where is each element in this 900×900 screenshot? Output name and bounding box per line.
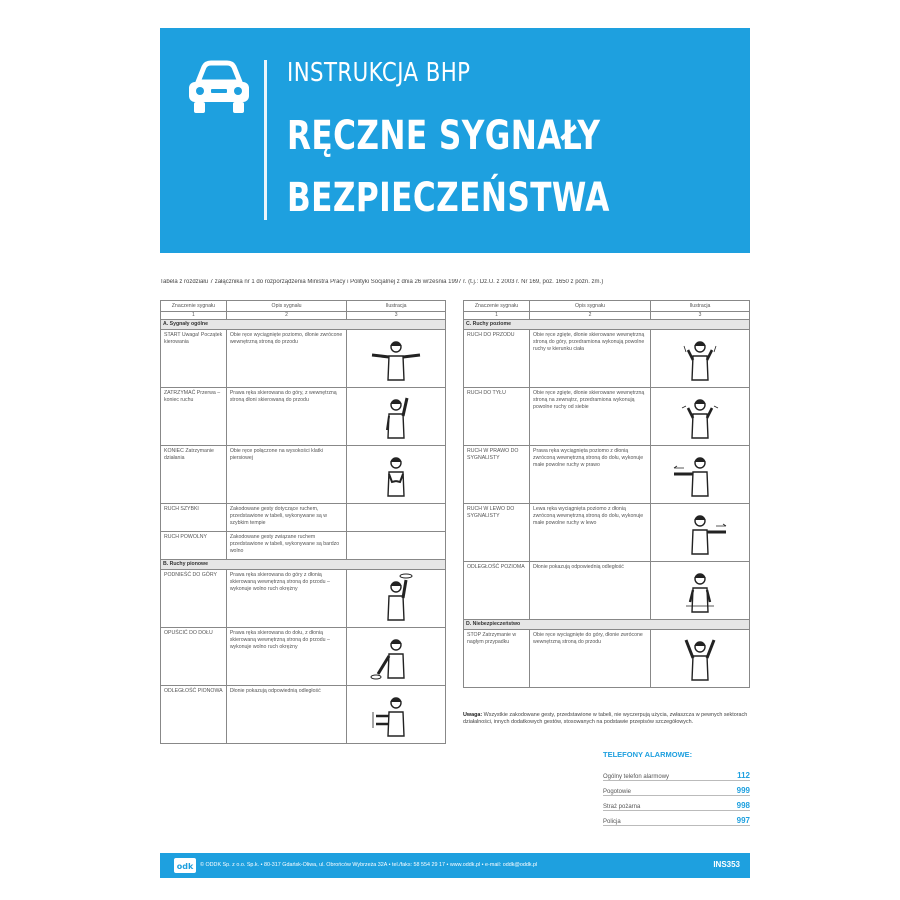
signal-illustration [651,446,750,504]
signal-description: Prawa ręka wyciągnięta poziomo z dłonią zwróconą wewnętrzną stroną do dołu, wykonuje małe powolne ruchy w prawo [530,446,651,504]
document-kicker: INSTRUKCJA BHP [287,58,471,88]
signal-description: Obie ręce wyciągnięte do góry, dłonie zwrócone wewnętrzną stroną do przodu [530,630,651,688]
column-number: 1 [464,312,530,320]
move-backward-icon [670,390,730,442]
signal-illustration [347,330,446,388]
column-header: Opis sygnału [226,301,346,312]
column-number: 2 [226,312,346,320]
document-code: INS353 [713,860,740,869]
signal-illustration [347,532,446,560]
move-forward-icon [670,332,730,384]
signal-description: Prawa ręka skierowana do góry z dłonią skierowaną wewnętrzną stroną do przodu – wykonuje wolno ruch okrężny [226,570,346,628]
signals-table-right [463,300,750,688]
signal-row [161,388,446,446]
header-divider [264,60,267,220]
signal-description: Zakodowane gesty związane ruchem przedstawione w tabeli, wykonywane są bardzo wolno [226,532,346,560]
horizontal-distance-icon [670,564,730,616]
right-hand-raised-icon [366,390,426,442]
signal-description: Dłonie pokazują odpowiednią odległość [226,686,346,744]
phone-row [603,811,750,826]
phone-label: Straż pożarna [603,804,641,810]
document-title-line1: RĘCZNE SYGNAŁY [287,113,601,159]
signal-row [464,446,750,504]
phone-row [603,766,750,781]
signal-name: STOP Zatrzymanie w nagłym przypadku [464,630,530,688]
column-header: Ilustracja [347,301,446,312]
footer-contact: © ODDK Sp. z o.o. Sp.k. • 80-317 Gdańsk-Oliwa, ul. Obrońców Wybrzeża 32A • tel./faks: 58 554 29 17 • www.oddk.pl • e-mail: oddk@oddk.pl [200,862,538,868]
table-caption: Tabela z rozdziału 7 załącznika nr 1 do rozporządzenia Ministra Pracy i Polityki Socjalnej z dnia 26 września 1997 r. (t.j.: Dz.U. z 2003 r. Nr 169, poz. 1650 z późn. zm.) [160,279,604,285]
signal-illustration [651,562,750,620]
signal-row [464,504,750,562]
note [463,712,750,726]
column-number: 2 [530,312,651,320]
signal-illustration [347,388,446,446]
arms-extended-icon [366,332,426,384]
signal-row [161,532,446,560]
signal-description: Obie ręce połączone na wysokości klatki piersiowej [226,446,346,504]
column-header: Opis sygnału [530,301,651,312]
signal-row [161,446,446,504]
vertical-distance-icon [366,688,426,740]
signal-row [464,330,750,388]
signal-description: Obie ręce zgięte, dłonie skierowane wewnętrzną stroną do góry, przedramiona wykonują powolne ruchy w kierunku ciała [530,330,651,388]
signal-illustration [347,504,446,532]
phone-number: 999 [736,786,750,795]
signals-table-left [160,300,446,744]
signal-name: START Uwaga! Początek kierowania [161,330,227,388]
phone-number: 997 [736,816,750,825]
phone-label: Pogotowie [603,789,632,795]
hands-clasped-icon [366,448,426,500]
signal-name: RUCH SZYBKI [161,504,227,532]
section-title: B. Ruchy pionowe [161,560,446,570]
section-title: D. Niebezpieczeństwo [464,620,750,630]
note-label: Uwaga: [463,712,483,718]
phone-label: Policja [603,819,621,825]
signal-illustration [347,628,446,686]
signal-row [161,504,446,532]
emergency-phones [603,750,750,826]
phone-row [603,796,750,811]
signal-name: RUCH POWOLNY [161,532,227,560]
signal-description: Prawa ręka skierowana do góry, z wewnętrzną stroną dłoni skierowaną do przodu [226,388,346,446]
signal-description: Obie ręce zgięte, dłonie skierowane wewnętrzną stroną na zewnątrz, przedramiona wykonują powolne ruchy od siebie [530,388,651,446]
signal-description: Prawa ręka skierowana do dołu, z dłonią skierowaną wewnętrzną stroną do przodu – wykonuje wolno ruch okrężny [226,628,346,686]
signal-name: PODNIEŚĆ DO GÓRY [161,570,227,628]
signal-name: RUCH DO PRZODU [464,330,530,388]
column-number: 3 [651,312,750,320]
publisher-logo [174,858,196,873]
column-header: Ilustracja [651,301,750,312]
phones-title: TELEFONY ALARMOWE: [603,750,693,759]
signal-description: Dłonie pokazują odpowiednią odległość [530,562,651,620]
phone-number: 998 [736,801,750,810]
column-header: Znaczenie sygnału [464,301,530,312]
signal-row [161,628,446,686]
svg-text:odk: odk [176,862,194,871]
move-right-icon [670,448,730,500]
signal-illustration [651,388,750,446]
signal-name: RUCH W PRAWO DO SYGNALISTY [464,446,530,504]
phone-number: 112 [737,771,750,780]
signal-name: ZATRZYMAĆ Przerwa – koniec ruchu [161,388,227,446]
signal-illustration [347,446,446,504]
signal-description: Obie ręce wyciągnięte poziomo, dłonie zwrócone wewnętrzną stroną do przodu [226,330,346,388]
signal-name: ODLEGŁOŚĆ POZIOMA [464,562,530,620]
lower-down-icon [366,630,426,682]
column-number: 1 [161,312,227,320]
phone-row [603,781,750,796]
column-header: Znaczenie sygnału [161,301,227,312]
signal-illustration [651,330,750,388]
signal-name: RUCH DO TYŁU [464,388,530,446]
signal-illustration [651,504,750,562]
header-banner [160,28,750,253]
lift-up-icon [366,572,426,624]
signal-name: OPUŚCIĆ DO DOŁU [161,628,227,686]
section-title: C. Ruchy poziome [464,320,750,330]
car-icon [184,58,254,118]
signal-illustration [651,630,750,688]
column-number: 3 [347,312,446,320]
footer-bar [160,853,750,878]
signal-row [464,562,750,620]
signal-illustration [347,570,446,628]
signal-name: KONIEC Zatrzymanie działania [161,446,227,504]
signal-row [464,388,750,446]
signal-description: Zakodowane gesty dotyczące ruchem, przedstawione w tabeli, wykonywane są w szybkim tempie [226,504,346,532]
move-left-icon [670,506,730,558]
signal-name: RUCH W LEWO DO SYGNALISTY [464,504,530,562]
signal-row [161,570,446,628]
emergency-stop-icon [670,632,730,684]
signal-name: ODLEGŁOŚĆ PIONOWA [161,686,227,744]
signal-row [161,686,446,744]
signal-description: Lewa ręka wyciągnięta poziomo z dłonią zwróconą wewnętrzną stroną do dołu, wykonuje małe powolne ruchy w lewo [530,504,651,562]
signal-illustration [347,686,446,744]
note-text: Wszystkie zakodowane gesty, przedstawione w tabeli, nie wyczerpują użycia, zwłaszcza w pewnych sektorach działalności, innych dodatkowych gestów, stosowanych na podstawie przepisów szczegółowych. [463,712,748,725]
document-title-line2: BEZPIECZEŃSTWA [287,175,610,221]
signal-row [161,330,446,388]
phone-label: Ogólny telefon alarmowy [603,774,670,780]
section-title: A. Sygnały ogólne [161,320,446,330]
signal-row [464,630,750,688]
